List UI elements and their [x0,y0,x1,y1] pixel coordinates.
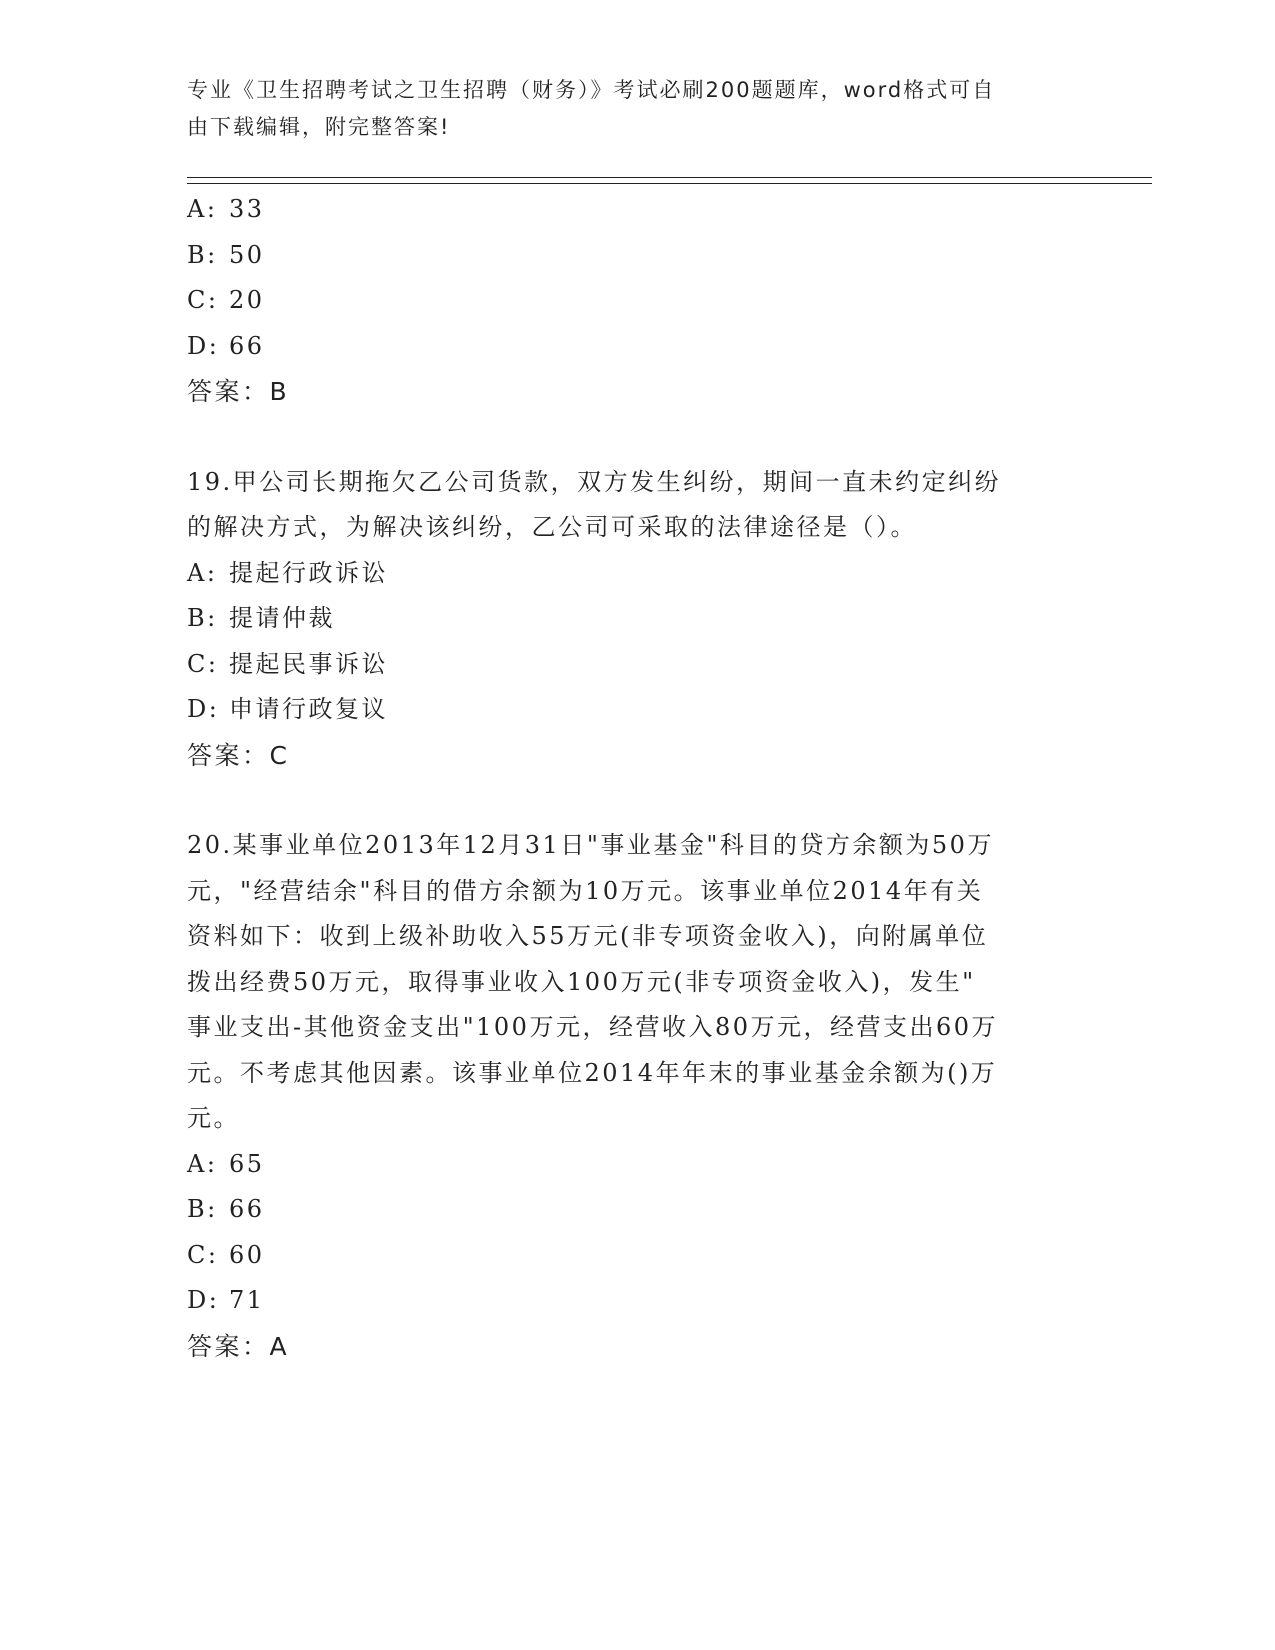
option-label: D: [187,695,220,723]
header-line-1: 专业《卫生招聘考试之卫生招聘（财务）》考试必刷200题题库，word格式可自 [187,78,996,102]
answer-label: 答案： [187,377,270,406]
option-label: B: [187,240,218,269]
option-c [187,642,1087,688]
option-label: C: [187,286,219,314]
question-stem-line: 的解决方式，为解决该纠纷，乙公司可采取的法律途径是（）。 [187,513,917,541]
option-label: D: [187,331,220,360]
option-text: 60 [229,1240,265,1269]
option-label: B: [187,604,218,632]
option-text: 提请仲裁 [229,604,335,632]
answer-value: B [269,377,290,406]
spacer [187,415,1087,460]
header-line-2: 由下载编辑，附完整答案! [187,115,451,139]
option-a [187,1142,1087,1188]
option-text: 65 [229,1149,265,1178]
answer-label: 答案： [187,740,270,770]
option-a [187,187,1087,233]
answer-line [187,1324,1087,1370]
answer-value: C [269,740,290,770]
option-label: A: [187,1149,218,1178]
option-b [187,233,1087,279]
question-stem-line: 20.某事业单位2013年12月31日"事业基金"科目的贷方余额为50万 [187,831,994,859]
question-19 [187,460,1087,779]
option-a [187,551,1087,597]
option-text: 提起民事诉讼 [229,649,388,678]
option-label: B: [187,1195,218,1223]
option-text: 申请行政复议 [229,695,388,723]
option-text: 33 [229,195,265,223]
question-stem-line: 元。 [187,1104,240,1132]
option-d [187,1278,1087,1324]
option-label: A: [187,195,218,223]
question-stem-line: 元。不考虑其他因素。该事业单位2014年年末的事业基金余额为()万 [187,1058,998,1087]
answer-line [187,369,1087,415]
option-d [187,687,1087,733]
question-stem-line: 事业支出-其他资金支出"100万元，经营收入80万元，经营支出60万 [187,1013,999,1041]
option-b [187,1187,1087,1233]
option-label: A: [187,558,218,587]
option-label: C: [187,649,219,678]
question-stem-line: 19.甲公司长期拖欠乙公司货款，双方发生纠纷，期间一直未约定纠纷 [187,467,1002,496]
option-text: 20 [229,286,265,314]
document-body [187,187,1087,1369]
answer-label: 答案： [187,1331,270,1361]
option-c [187,1233,1087,1279]
option-d [187,324,1087,370]
option-label: D: [187,1286,220,1314]
question-stem-line: 资料如下：收到上级补助收入55万元(非专项资金收入)，向附属单位 [187,922,989,950]
option-b [187,596,1087,642]
option-text: 66 [229,1195,265,1223]
option-text: 50 [229,240,265,269]
question-18-options [187,187,1087,415]
document-header [187,72,1067,146]
option-label: C: [187,1240,219,1269]
option-text: 66 [229,331,265,360]
question-stem-line: 拨出经费50万元，取得事业收入100万元(非专项资金收入)，发生" [187,967,976,996]
question-stem-line: 元，"经营结余"科目的借方余额为10万元。该事业单位2014年有关 [187,876,984,905]
spacer [187,778,1087,823]
answer-value: A [269,1331,290,1361]
header-double-rule [187,177,1152,184]
option-text: 71 [229,1286,265,1314]
question-20 [187,823,1087,1369]
option-text: 提起行政诉讼 [229,558,388,587]
option-c [187,278,1087,324]
answer-line [187,733,1087,779]
